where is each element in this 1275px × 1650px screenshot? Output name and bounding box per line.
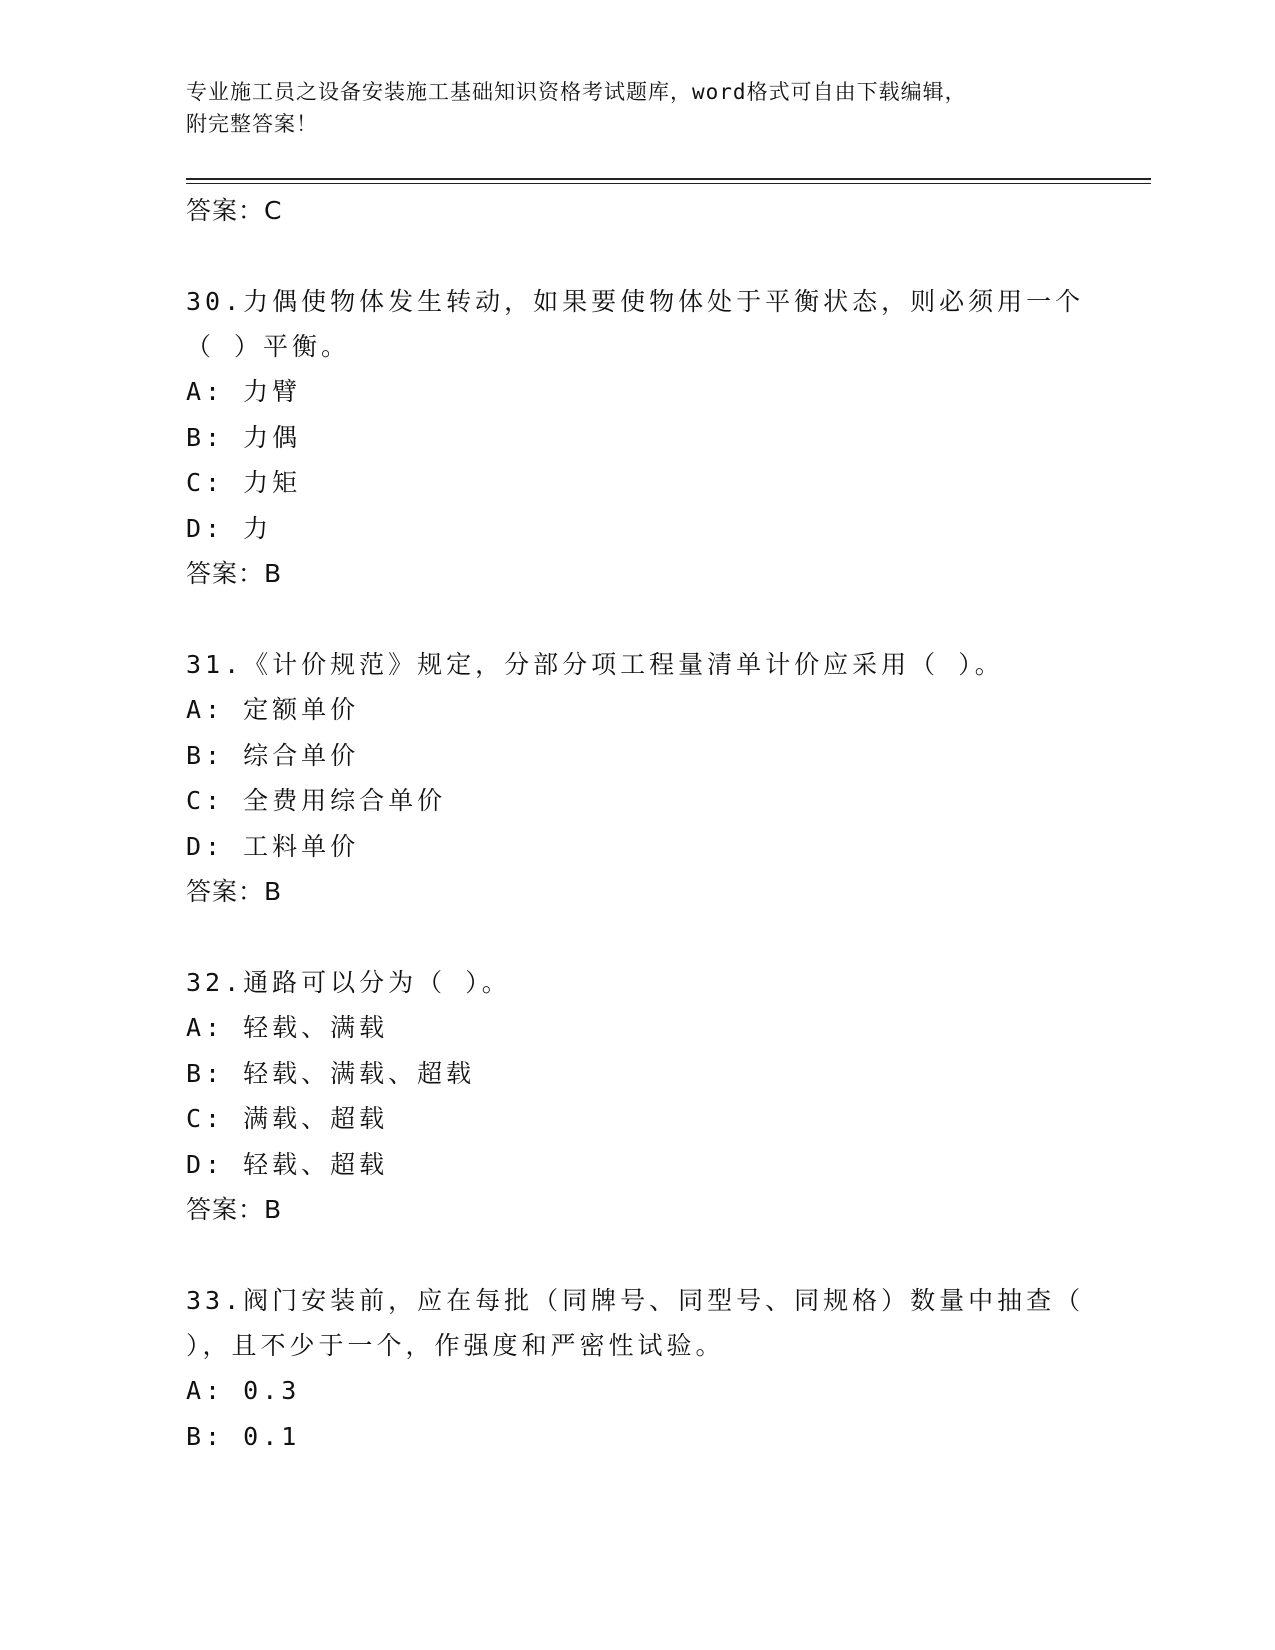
- option-b: B: 综合单价: [186, 740, 360, 770]
- option-b: B: 0.1: [186, 1421, 301, 1451]
- option-a: A: 定额单价: [186, 695, 360, 724]
- question-list: [186, 188, 1146, 1459]
- answer-line: 答案：B: [186, 877, 283, 906]
- question-32: [186, 960, 1146, 1233]
- question-33: [186, 1278, 1146, 1459]
- option-a: A: 0.3: [186, 1376, 301, 1405]
- answer-line: 答案：C: [186, 196, 283, 225]
- question-text: 32.通路可以分为（ ）。: [186, 968, 511, 997]
- option-a: A: 轻载、满载: [186, 1013, 389, 1042]
- option-a: A: 力臂: [186, 377, 302, 406]
- header-rule-thick: [186, 178, 1151, 180]
- question-text: 31.《计价规范》规定，分部分项工程量清单计价应采用（ ）。: [186, 650, 1004, 679]
- question-text: ），且不少于一个，作强度和严密性试验。: [186, 1331, 725, 1360]
- header-line-2: 附完整答案！: [186, 112, 318, 136]
- document-header: [186, 76, 1086, 140]
- answer-line: 答案：B: [186, 559, 283, 588]
- question-text: （ ）平衡。: [186, 332, 351, 361]
- option-c: C: 全费用综合单价: [186, 786, 447, 815]
- option-d: D: 轻载、超载: [186, 1149, 389, 1179]
- answer-line: 答案：B: [186, 1195, 283, 1224]
- option-c: C: 满载、超载: [186, 1104, 389, 1133]
- option-c: C: 力矩: [186, 468, 302, 497]
- question-text: 33.阀门安装前，应在每批（同牌号、同型号、同规格）数量中抽查（: [186, 1286, 1085, 1315]
- option-b: B: 力偶: [186, 422, 302, 452]
- option-d: D: 工料单价: [186, 831, 360, 861]
- question-text: 30.力偶使物体发生转动，如果要使物体处于平衡状态，则必须用一个: [186, 287, 1085, 316]
- question-31: [186, 642, 1146, 915]
- header-line-1: 专业施工员之设备安装施工基础知识资格考试题库，word格式可自由下载编辑，: [186, 80, 967, 104]
- option-d: D: 力: [186, 513, 273, 543]
- header-rule-thin: [186, 183, 1151, 184]
- question-30: [186, 279, 1146, 597]
- option-b: B: 轻载、满载、超载: [186, 1058, 476, 1088]
